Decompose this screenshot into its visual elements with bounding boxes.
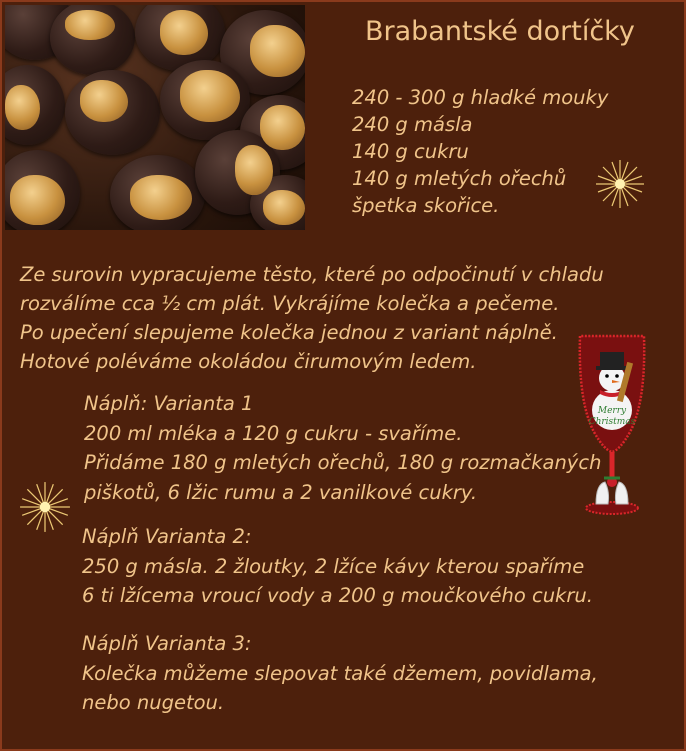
glass-text: Merry [597, 406, 627, 416]
filling-heading: Náplň Varianta 3: [82, 632, 252, 655]
ingredient-item: 140 g cukru [352, 140, 469, 163]
sparkle-star-icon [594, 158, 646, 210]
filling-line: 250 g másla. 2 žloutky, 2 lžíce kávy kterou spaříme [82, 554, 585, 578]
glass-text: Christmas [588, 417, 636, 427]
ingredients-list [352, 84, 608, 219]
method-line: Hotové poléváme okoládou čirumovým ledem. [20, 350, 477, 373]
filling-line: nebo nugetou. [82, 691, 225, 714]
filling-heading: Náplň: Varianta 1 [84, 392, 254, 415]
method-line: Po upečení slepujeme kolečka jednou z variant náplně. [20, 321, 558, 344]
filling-line: Kolečka můžeme slepovat také džemem, povidlama, [82, 661, 598, 685]
sparkle-star-icon [18, 480, 72, 534]
method-line: rozválíme cca ½ cm plát. Vykrájíme kolečka a pečeme. [20, 292, 560, 315]
filling-heading: Náplň Varianta 2: [82, 525, 252, 548]
ingredient-item: 240 - 300 g hladké mouky [352, 86, 609, 109]
recipe-title: Brabantské dortíčky [365, 16, 635, 47]
filling-variant-1 [84, 389, 601, 507]
method-line: Ze surovin vypracujeme těsto, které po odpočinutí v chladu [20, 263, 604, 286]
filling-variant-2 [82, 522, 593, 611]
ingredient-item: 140 g mletých ořechů [352, 167, 567, 190]
filling-line: piškotů, 6 lžic rumu a 2 vanilkové cukry. [84, 480, 478, 504]
method-text [20, 260, 604, 376]
filling-variant-3 [82, 629, 598, 718]
cookies-photo [5, 5, 305, 230]
ingredient-item: 240 g másla [352, 113, 473, 136]
filling-line: 200 ml mléka a 120 g cukru - svaříme. [84, 421, 463, 445]
filling-line: 6 ti lžícema vroucí vody a 200 g moučkového cukru. [82, 584, 593, 607]
ingredient-item: špetka skořice. [352, 194, 500, 217]
filling-line: Přidáme 180 g mletých ořechů, 180 g rozmačkaných [84, 451, 602, 474]
christmas-glass-snowman-icon [574, 332, 650, 517]
